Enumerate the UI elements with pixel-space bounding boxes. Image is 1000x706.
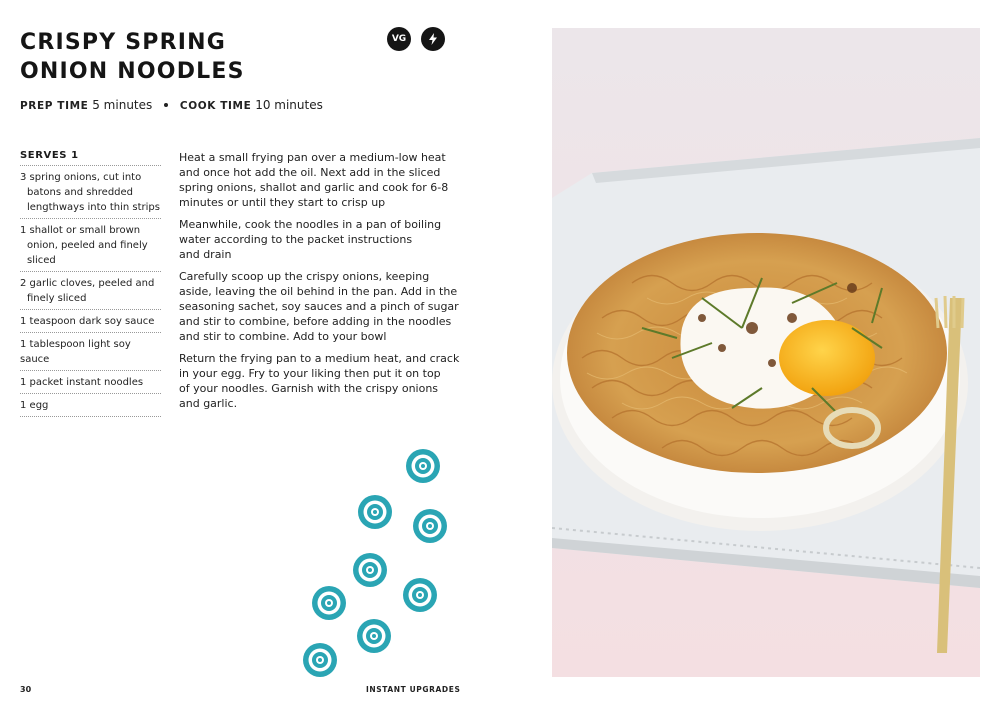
method-line: spring onions, shallot and garlic and cook for 6-8: [179, 181, 449, 194]
ingredient-text: 2 garlic cloves, peeled and: [20, 278, 155, 289]
ingredient-text: lengthways into thin strips: [27, 202, 160, 213]
method-line: Return the frying pan to a medium heat, and crack: [179, 352, 460, 365]
method-step: [179, 150, 454, 210]
ingredient-item: [20, 166, 161, 219]
ingredients-list: [20, 150, 161, 417]
method-line: and garlic.: [179, 397, 238, 410]
ingredient-item: [20, 272, 161, 310]
method-line: and stir to combine. Add to your bowl: [179, 330, 387, 343]
target-icon: [352, 552, 388, 588]
ingredient-text: 1 packet instant noodles: [20, 377, 144, 388]
lightning-icon: [421, 27, 445, 51]
method-line: water according to the packet instructions: [179, 233, 413, 246]
title-line-1: CRISPY SPRING: [20, 30, 226, 55]
method-line: and once hot add the oil. Next add in the sliced: [179, 166, 441, 179]
cook-time-label: COOK TIME: [179, 100, 252, 112]
ingredient-item: [20, 310, 161, 333]
food-photo: [552, 28, 980, 677]
serves-heading: SERVES 1: [20, 150, 161, 166]
ingredient-text: batons and shredded: [27, 187, 134, 198]
prep-time-label: PREP TIME: [20, 100, 89, 112]
ingredient-item: [20, 219, 161, 272]
target-icon: [412, 508, 448, 544]
target-icon: [357, 494, 393, 530]
target-icon: [302, 642, 338, 678]
method-line: seasoning sachet, soy sauces and a pinch of sugar: [179, 300, 459, 313]
ingredient-text: 3 spring onions, cut into: [20, 172, 142, 183]
target-icon: [405, 448, 441, 484]
ingredient-item: [20, 394, 161, 417]
noodles-illustration: [552, 28, 980, 677]
ingredient-text: sliced: [27, 255, 56, 266]
method-line: minutes or until they start to crisp up: [179, 196, 386, 209]
ingredient-text: 1 egg: [20, 400, 49, 411]
ingredient-text: 1 shallot or small brown: [20, 225, 141, 236]
ingredient-items: [20, 166, 161, 417]
title-line-2: ONION NOODLES: [20, 59, 245, 84]
method-line: and stir to combine, before adding in the noodles: [179, 315, 452, 328]
section-title: INSTANT UPGRADES: [366, 685, 461, 694]
ingredient-item: [20, 333, 161, 371]
method-step: [179, 269, 459, 344]
method-line: Meanwhile, cook the noodles in a pan of boiling: [179, 218, 442, 231]
target-icon: [402, 577, 438, 613]
recipe-title: [20, 28, 320, 86]
recipe-times: [20, 98, 323, 112]
method-step: [179, 351, 460, 411]
method-line: in your egg. Fry to your liking then put it on top: [179, 367, 441, 380]
method-step: [179, 217, 454, 262]
separator-dot: [164, 103, 168, 107]
ingredient-text: 1 tablespoon light soy sauce: [20, 339, 131, 365]
method-line: and drain: [179, 248, 232, 261]
ingredient-text: 1 teaspoon dark soy sauce: [20, 316, 155, 327]
ingredient-text: finely sliced: [27, 293, 87, 304]
method-line: of your noodles. Garnish with the crispy onions: [179, 382, 439, 395]
method-line: aside, leaving the oil behind in the pan. Add in the: [179, 285, 458, 298]
target-icon: [311, 585, 347, 621]
target-icon: [356, 618, 392, 654]
method-steps: [179, 150, 460, 418]
vegetarian-badge: VG: [387, 27, 411, 51]
page-number: 30: [20, 685, 32, 694]
cook-time-value: 10 minutes: [255, 98, 323, 112]
prep-time-value: 5 minutes: [92, 98, 153, 112]
method-line: Carefully scoop up the crispy onions, keeping: [179, 270, 430, 283]
ingredient-text: onion, peeled and finely: [27, 240, 148, 251]
diet-badges: [387, 27, 445, 51]
ingredient-item: [20, 371, 161, 394]
method-line: Heat a small frying pan over a medium-low heat: [179, 151, 446, 164]
